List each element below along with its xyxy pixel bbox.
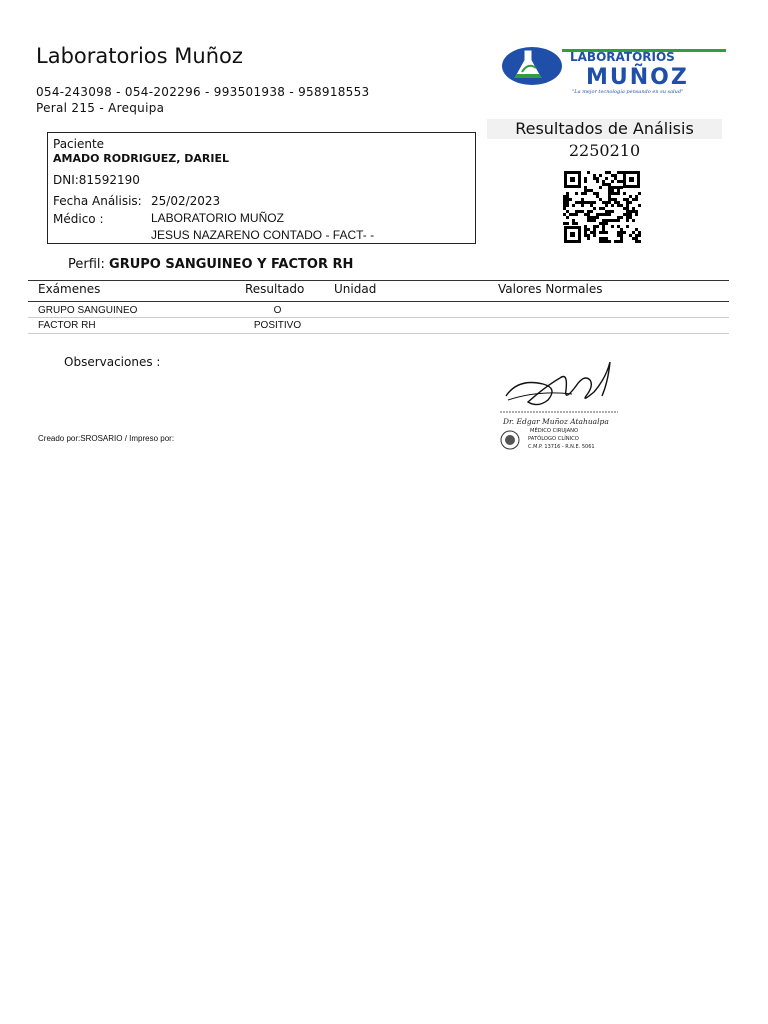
doctor-label: Médico : <box>53 212 104 226</box>
col-header-exams: Exámenes <box>38 282 101 296</box>
patient-dni: DNI:81592190 <box>53 173 140 187</box>
signature-doctor-name: Dr. Edgar Muñoz Atahualpa <box>503 417 609 426</box>
table-row-divider <box>28 317 729 318</box>
lab-title: Laboratorios Muñoz <box>36 44 243 68</box>
created-by-footer: Creado por:SROSARIO / Impreso por: <box>38 434 175 443</box>
profile-name: GRUPO SANGUINEO Y FACTOR RH <box>109 257 354 272</box>
laboratorios-munoz-logo <box>500 44 728 96</box>
table-row-result: POSITIVO <box>253 320 302 331</box>
table-row-exam: GRUPO SANGUINEO <box>38 305 138 316</box>
signature-title-2: PATÓLOGO CLÍNICO <box>528 436 579 442</box>
analysis-date-label: Fecha Análisis: <box>53 194 142 208</box>
patient-info-box <box>47 132 476 244</box>
observations-label: Observaciones : <box>64 355 161 369</box>
results-number: 2250210 <box>568 141 641 160</box>
col-header-unit: Unidad <box>334 282 377 296</box>
qr-code-icon <box>563 170 641 244</box>
profile-line <box>68 257 353 272</box>
patient-label: Paciente <box>53 137 105 151</box>
doctor-signature-stamp <box>498 356 628 456</box>
logo-text-munoz: MUÑOZ <box>586 65 689 90</box>
analysis-date-value: 25/02/2023 <box>151 194 221 208</box>
lab-phones: 054-243098 - 054-202296 - 993501938 - 958918553 <box>36 85 370 99</box>
table-header-rule <box>28 301 729 302</box>
logo-text-laboratorios: LABORATORIOS <box>570 50 675 64</box>
logo-tagline: "La mejor tecnología pensando en su salud" <box>572 89 684 95</box>
results-heading: Resultados de Análisis <box>487 119 722 139</box>
signature-title-1: MÉDICO CIRUJANO <box>530 428 579 434</box>
col-header-normal-values: Valores Normales <box>498 282 603 296</box>
table-row-result: O <box>273 305 282 316</box>
doctor-line-1: LABORATORIO MUÑOZ <box>151 211 284 225</box>
table-row-divider <box>28 333 729 334</box>
doctor-line-2: JESUS NAZARENO CONTADO - FACT- - <box>151 228 375 242</box>
signature-registry: C.M.P. 13716 - R.N.E. 5061 <box>528 444 595 450</box>
col-header-result: Resultado <box>245 282 305 296</box>
profile-label: Perfil: <box>68 257 105 272</box>
lab-address: Peral 215 - Arequipa <box>36 101 165 115</box>
table-row-exam: FACTOR RH <box>38 320 96 331</box>
patient-name: AMADO RODRIGUEZ, DARIEL <box>53 152 229 165</box>
table-top-rule <box>28 280 729 281</box>
